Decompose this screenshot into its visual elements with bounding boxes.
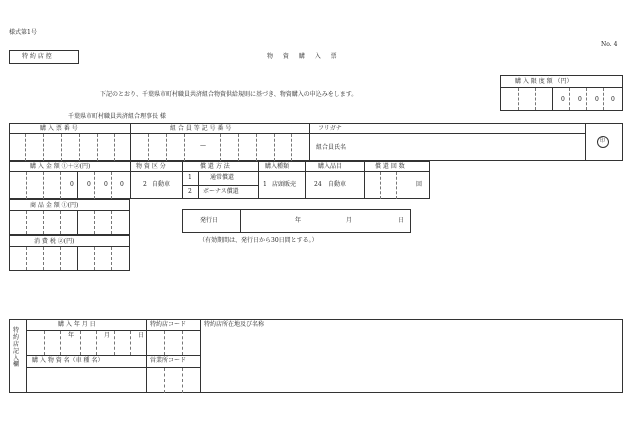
- purchase-item-no: 24: [314, 181, 322, 188]
- store-side-label: 特約店記入欄: [13, 327, 20, 369]
- ticket-no-label: 購 入 票 番 号: [40, 125, 78, 132]
- purchase-limit-label: 購 入 限 度 額 （円）: [515, 78, 573, 85]
- seal-circle: [597, 136, 609, 148]
- copy-label-box: [9, 50, 79, 64]
- copy-label: 特 約 店 控: [22, 53, 52, 60]
- item-name-label: 購 入 物 資 名（車 種 名）: [32, 357, 104, 364]
- doc-number: No. 4: [601, 41, 618, 48]
- member-no-dash: —: [200, 142, 206, 149]
- validity-note: （有効期間は、発行日から30日間とする。）: [199, 237, 318, 244]
- purchase-item-label: 購入品目: [318, 163, 343, 170]
- repay-option-no: 2: [188, 188, 192, 195]
- addressee: 千葉県市町村職員共済組合理事長 様: [68, 113, 166, 120]
- consumption-tax-box: [9, 235, 130, 271]
- purchase-day: 日: [138, 332, 145, 339]
- limit-digit: 0: [611, 96, 615, 103]
- consumption-tax-label: 消 費 税 ②(円): [34, 238, 75, 245]
- amount-digit: 0: [120, 181, 124, 188]
- purchase-type-label: 購入種類: [265, 163, 290, 170]
- purchase-type-no: 1: [263, 181, 267, 188]
- repay-count-unit: 回: [416, 181, 423, 188]
- purchase-limit-box: [500, 75, 623, 111]
- repay-option-no: 1: [188, 174, 192, 181]
- furigana-label: フリガナ: [318, 125, 342, 132]
- amount-digit: 0: [70, 181, 74, 188]
- issue-month: 月: [346, 217, 353, 224]
- store-address-label: 特約店所在地及び名称: [204, 321, 265, 328]
- purchase-item-value: 自動車: [328, 181, 347, 188]
- issue-date-box: [182, 209, 411, 233]
- purchase-year: 年: [68, 332, 75, 339]
- category-value: 自動車: [152, 181, 171, 188]
- repay-option-normal: 通常償還: [210, 174, 235, 181]
- seal-mark: 印: [600, 138, 606, 144]
- category-label: 物 資 区 分: [136, 163, 166, 170]
- form-id: 様式第1号: [9, 29, 37, 36]
- limit-digit: 0: [595, 96, 599, 103]
- goods-amount-box: [9, 199, 130, 235]
- repay-count-label: 償 還 回 数: [375, 163, 405, 170]
- purchase-month: 月: [104, 332, 111, 339]
- issue-date-label: 発行日: [200, 217, 219, 224]
- amount-digit: 0: [104, 181, 108, 188]
- store-code-label: 特約店コード: [150, 321, 187, 328]
- intro-text: 下記のとおり、千葉県市町村職員共済組合物資供給規則に基づき、物資購入の申込みをします。: [100, 91, 358, 98]
- purchase-date-label: 購 入 年 月 日: [58, 321, 96, 328]
- amount-digit: 0: [87, 181, 91, 188]
- repay-method-label: 償 還 方 法: [200, 163, 230, 170]
- goods-amount-label: 商 品 金 額 ①(円): [30, 202, 79, 209]
- office-code-label: 営業所コード: [150, 357, 187, 364]
- issue-year: 年: [295, 217, 302, 224]
- category-no: 2: [143, 181, 147, 188]
- issue-day: 日: [398, 217, 405, 224]
- member-no-label: 組 合 員 等 記 号 番 号: [170, 125, 232, 132]
- amount-label: 購 入 金 額 ①＋②(円): [30, 163, 91, 170]
- limit-digit: 0: [578, 96, 582, 103]
- member-name-label: 組合員氏名: [316, 144, 347, 151]
- applicant-row: [9, 123, 623, 161]
- page-title: 物 資 購 入 票: [267, 53, 338, 60]
- limit-digit: 0: [561, 96, 565, 103]
- purchase-type-value: 店頭販売: [272, 181, 297, 188]
- repay-option-bonus: ボーナス償還: [203, 188, 239, 195]
